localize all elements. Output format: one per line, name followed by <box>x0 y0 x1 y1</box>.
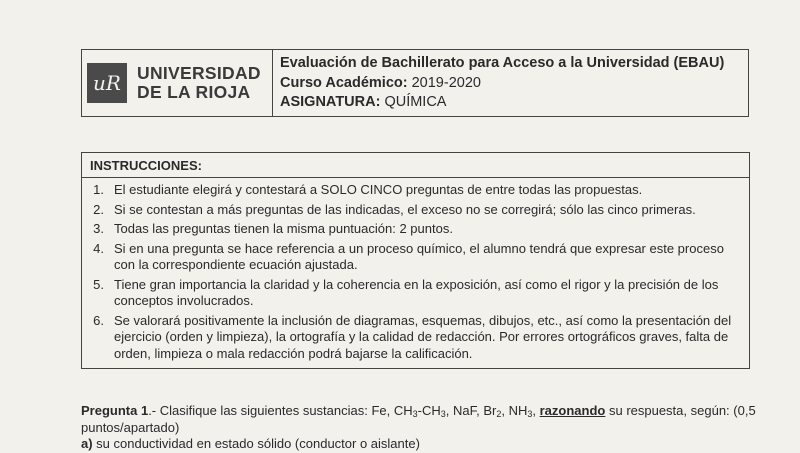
formula-part: , NH <box>501 403 528 418</box>
university-logo <box>82 50 273 116</box>
question-1-label: Pregunta 1 <box>81 403 149 418</box>
instruction-number: 4. <box>93 240 104 256</box>
university-emblem-icon: uR <box>87 63 127 103</box>
instruction-item <box>82 241 749 274</box>
formula-part: , NaF, Br <box>445 403 497 418</box>
instruction-text: Si se contestan a más preguntas de las indicadas, el exceso no se corregirá; sólo las cinco primeras. <box>114 201 696 217</box>
university-name-line2: DE LA RIOJA <box>137 82 251 102</box>
instruction-text: Si en una pregunta se hace referencia a un proceso químico, el alumno tendrá que expresar este proceso con la correspondiente ecuación ajustada. <box>114 240 724 272</box>
instruction-text: Tiene gran importancia la claridad y la coherencia en la exposición, así como el rigor y la precisión de los conceptos involucrados. <box>114 276 719 308</box>
subject-line <box>280 93 724 113</box>
subject-label: ASIGNATURA: <box>280 94 381 110</box>
part-a-label: a) <box>81 436 93 451</box>
instruction-number: 5. <box>93 276 104 292</box>
instruction-item <box>82 313 749 363</box>
question-1-tail: su respuesta, según: (0,5 puntos/apartado) <box>81 403 756 435</box>
question-1-intro: .- Clasifique las siguientes sustancias: Fe, CH <box>148 403 413 418</box>
question-1-emphasis: razonando <box>539 403 606 418</box>
instruction-text: Todas las preguntas tienen la misma puntuación: 2 puntos. <box>114 221 453 236</box>
question-1-statement <box>81 403 761 436</box>
course-label: Curso Académico: <box>280 74 408 91</box>
exam-title-block <box>273 50 724 116</box>
university-name <box>137 64 261 102</box>
formula-part: , <box>532 403 540 418</box>
question-1-part-a <box>81 436 761 453</box>
instructions-list <box>82 178 749 362</box>
university-name-line1: UNIVERSIDAD <box>137 63 261 83</box>
subscript: 3 <box>527 409 533 419</box>
instruction-item <box>82 202 749 219</box>
question-1 <box>81 403 761 453</box>
instruction-number: 1. <box>93 182 104 197</box>
instruction-text: El estudiante elegirá y contestará a SOLO CINCO preguntas de entre todas las propuestas. <box>114 182 643 197</box>
instruction-item <box>82 182 749 199</box>
instruction-number: 2. <box>93 201 104 217</box>
instruction-item <box>82 277 749 310</box>
exam-header <box>81 49 749 117</box>
instruction-number: 3. <box>93 221 104 236</box>
instruction-text: Se valorará positivamente la inclusión de diagramas, esquemas, dibujos, etc., así como la presentación del ejercicio (orden y limpieza), la ortografía y la calidad de redacción. Por errores ortográficos graves, falta de orden, limpieza o mala redacción podrá bajarse la calificación. <box>114 312 732 361</box>
course-line <box>280 74 724 94</box>
instructions-box <box>81 152 750 369</box>
instruction-item <box>82 221 749 238</box>
course-value: 2019-2020 <box>411 74 481 91</box>
instruction-number: 6. <box>93 312 104 328</box>
subscript: 3 <box>440 409 446 419</box>
instructions-title: INSTRUCCIONES: <box>82 153 749 178</box>
part-a-text: su conductividad en estado sólido (conductor o aislante) <box>92 436 420 451</box>
subscript: 2 <box>496 409 502 419</box>
subject-value: QUÍMICA <box>384 94 447 110</box>
formula-part: -CH <box>417 403 441 418</box>
exam-title: Evaluación de Bachillerato para Acceso a la Universidad (EBAU) <box>280 55 725 71</box>
subscript: 3 <box>412 409 418 419</box>
